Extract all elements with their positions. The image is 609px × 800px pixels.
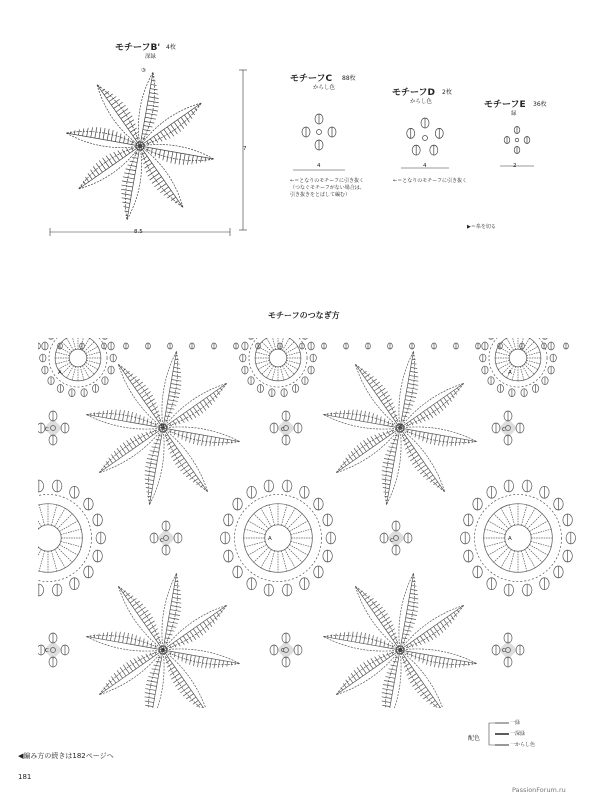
motif-c-note-line: ←＝となりのモチーフに引き抜く: [290, 178, 364, 184]
joining-diagram: [38, 338, 578, 708]
motif-b-title: モチーフB': [115, 43, 161, 53]
continuation-note: ◀編み方の続きは182ページへ: [18, 752, 114, 760]
motif-c-note: [290, 178, 365, 199]
motif-c-dim: 4: [317, 163, 321, 169]
motif-b-color: 深緑: [145, 54, 157, 60]
cut-thread-note: ▶＝糸を切る: [467, 224, 496, 230]
motif-label-b: B: [399, 648, 403, 654]
motif-e-title: モチーフE: [484, 100, 526, 110]
motif-d-count: 2枚: [442, 89, 452, 96]
motif-b-dim-width: 8.5: [134, 229, 143, 235]
motif-d-color: からし色: [410, 99, 433, 105]
motif-label-b: B: [161, 648, 165, 654]
motif-label-c: C: [160, 538, 164, 544]
motif-label-b: B: [399, 424, 403, 430]
joining-title: モチーフのつなぎ方: [268, 311, 340, 320]
legend-item: 一深緑: [510, 731, 526, 737]
motif-e-dim: 2: [513, 163, 517, 169]
motif-label-c: C: [502, 427, 506, 433]
motif-d-note: [393, 178, 467, 185]
motif-label-c: C: [45, 648, 49, 654]
motif-label-a: A: [508, 370, 512, 376]
motif-e-count: 36枚: [533, 101, 547, 108]
motif-c-color: からし色: [313, 85, 336, 91]
motif-d-title: モチーフD: [392, 88, 436, 98]
legend-item: 一緑: [510, 720, 521, 726]
motif-c-title: モチーフC: [290, 74, 333, 84]
motif-label-c: C: [45, 427, 49, 433]
motif-d-dim: 4: [423, 163, 427, 169]
page-number: 181: [18, 773, 32, 781]
motif-label-c: C: [281, 427, 285, 433]
legend-item: 一からし色: [510, 742, 536, 748]
motif-b-dim-height: 7: [243, 146, 247, 152]
motif-b-round-mark: ③: [141, 68, 146, 74]
motif-e-diagram: [492, 118, 542, 173]
motif-c-count: 88枚: [342, 75, 356, 82]
motif-c-note-line: 引き抜きをとばして編む）: [290, 192, 351, 198]
motif-label-a: A: [268, 536, 272, 542]
motif-d-note-line: ←＝となりのモチーフに引き抜く: [393, 178, 467, 184]
legend-title: 配色: [468, 735, 481, 742]
motif-label-c: C: [281, 648, 285, 654]
motif-label-c: C: [390, 538, 394, 544]
legend-bracket: [483, 719, 513, 749]
watermark: PassionForum.ru: [512, 786, 566, 794]
motif-label-c: C: [502, 648, 506, 654]
motif-b-count: 4枚: [166, 44, 176, 51]
motif-label-b: B: [161, 424, 165, 430]
motif-b-diagram: [40, 60, 255, 240]
motif-c-note-line: （つなぐモチーフがない場合は、: [290, 185, 365, 191]
motif-label-a: A: [58, 370, 62, 376]
motif-label-a: A: [508, 536, 512, 542]
motif-e-color: 緑: [511, 111, 517, 117]
